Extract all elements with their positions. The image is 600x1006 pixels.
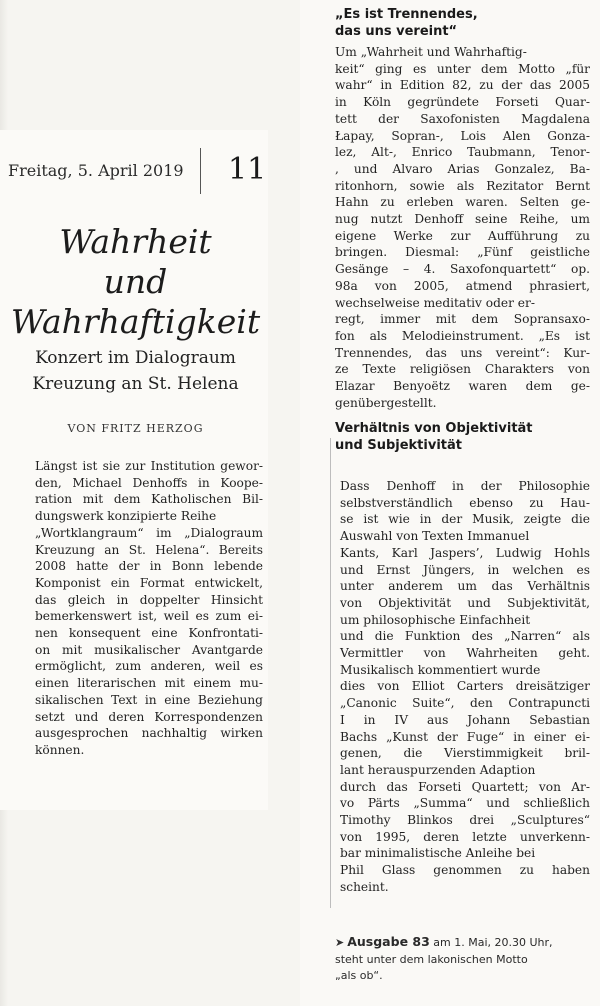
issue-date: Freitag, 5. April 2019 [8,161,184,180]
section-heading-line: das uns vereint“ [335,24,458,39]
lede-line: den, Michael Denhoffs in Koope- [35,475,264,490]
body-line: genübergestellt. [335,395,437,410]
body-line: regt, immer mit dem Sopransaxo- [335,312,590,327]
dateline [8,148,267,196]
body-line: lez, Alt-, Enrico Taubmann, Tenor- [335,145,590,160]
body-line: Kants, Karl Jaspers’, Ludwig Hohls [340,545,591,560]
headline-line: Wahrhaftigkeit [10,302,261,341]
body-line: bringen. Diesmal: „Fünf geistliche [335,245,590,260]
body-line: Trennendes, das uns vereint“: Kur- [335,345,590,360]
body-line: Um „Wahrheit und Wahrhaftig- [335,45,527,59]
lede-line: 2008 hatte der in Bonn lebende [35,559,263,574]
lede-line: ration mit dem Katholischen Bil- [35,492,264,507]
lede-line: einen literarischen mit einem mu- [35,676,263,691]
body-line: von Objektivität und Subjektivität, [340,595,590,610]
body-line: Auswahl von Texten Immanuel [340,529,530,544]
lede-line: Komponist ein Format entwickelt, [35,575,263,590]
body-line: bar minimalistische Anleihe bei [340,846,536,861]
body-line: Bachs „Kunst der Fuge“ in einer ei- [340,729,591,744]
body-line: Vermittler von Wahrheiten geht. [340,646,590,661]
subhead-line: Kreuzung an St. Helena [32,374,239,394]
body-line: Timothy Blinkos drei „Sculptures“ [340,813,590,828]
body-line: genen, die Vierstimmigkeit bril- [340,746,590,761]
body-line: und Ernst Jüngers, in welchen es [340,562,590,577]
body-line: , und Alvaro Arias Gonzalez, Ba- [335,161,591,176]
body-line: ze Texte religiösen Charakters von [335,362,590,377]
section-2-body [340,478,590,896]
body-line: um philosophische Einfachheit [340,612,531,627]
body-line: unter anderem um das Verhältnis [340,579,591,594]
headline-line: Wahrheit [59,222,212,261]
body-line: wahr“ in Edition 82, zu der das 2005 [335,78,590,93]
subhead-line: Konzert im Dialograum [35,348,236,368]
headline-line: und [103,262,168,301]
lede-line: können. [35,742,85,757]
arrow-right-icon: ➤ [335,936,345,949]
section-heading-line: „Es ist Trennendes, [335,7,478,22]
notice-line-1 [335,934,590,952]
section-1-body [335,44,590,411]
body-line: fon als Melodieinstrument. „Es ist [335,328,591,343]
lede-line: dungswerk konzipierte Reihe [35,509,217,524]
body-line: nug nutzt Denhoff seine Reihe, um [335,212,590,227]
lede-line: sikalischen Text in eine Beziehung [35,692,263,707]
body-line: vo Pärts „Summa“ und schließlich [340,796,590,811]
lede-line: nen konsequent eine Konfrontati- [35,626,264,641]
body-line: durch das Forseti Quartett; von Ar- [340,779,590,794]
article-headline [8,222,263,342]
lede-line: setzt und deren Korrespondenzen [35,709,263,724]
body-line: Dass Denhoff in der Philosophie [340,479,591,493]
lede-line: „Wortklangraum“ im „Dialograum [35,525,263,540]
body-line: se ist wie in der Musik, zeigte die [340,512,590,527]
body-line: Musikalisch kommentiert wurde [340,662,541,677]
notice-line-2: steht unter dem lakonischen Motto [335,952,528,966]
column-rule [330,438,331,908]
lede-line: Längst ist sie zur Institution gewor- [35,459,264,473]
lede-paragraph [35,458,263,759]
body-line: selbstverständlich ebenso zu Hau- [340,495,590,510]
lede-line: Kreuzung an St. Helena“. Bereits [35,542,263,557]
body-line: keit“ ging es unter dem Motto „für [335,61,591,76]
notice-date: am 1. Mai, 20.30 Uhr, [429,936,553,949]
lede-line: on mit musikalischer Avantgarde [35,642,264,657]
body-line: 98a von 2005, atmend phrasiert, [335,278,591,293]
lede-line: bemerkenswert ist, weil es zum ei- [35,609,263,624]
section-heading-1 [335,6,478,40]
body-line: in Köln gegründete Forseti Quar- [335,95,590,110]
body-line: Elazar Benyoëtz waren dem ge- [335,379,590,394]
section-heading-line: und Subjektivität [335,438,462,453]
notice-line-3: „als ob“. [335,969,383,982]
section-heading-2 [335,420,533,454]
body-line: Phil Glass genommen zu haben [340,863,590,878]
body-line: Hahn zu erleben waren. Selten ge- [335,195,591,210]
body-line: dies von Elliot Carters dreisätziger [340,679,591,694]
body-line: ritonhorn, sowie als Rezitator Bernt [335,178,590,193]
body-line: Łapay, Sopran-, Lois Alen Gonza- [335,128,590,143]
section-heading-line: Verhältnis von Objektivität [335,421,533,436]
body-line: eigene Werke zur Aufführung zu [335,228,590,243]
body-line: und die Funktion des „Narren“ als [340,629,590,644]
next-edition-notice [335,934,590,985]
lede-line: das gleich in doppelter Hinsicht [35,592,263,607]
body-line: lant herauspurzenden Adaption [340,762,536,777]
page-number: 11 [228,152,267,187]
lede-line: ausgesprochen nachhaltig wirken [35,726,263,741]
body-line: „Canonic Suite“, den Contrapuncti [340,696,591,711]
body-line: wechselweise meditativ oder er- [335,295,535,310]
dateline-divider [200,148,201,194]
byline: VON FRITZ HERZOG [67,422,204,435]
lede-line: ermöglicht, zum anderen, weil es [35,659,263,674]
body-line: Gesänge – 4. Saxofonquartett“ op. [335,262,591,277]
edition-label: Ausgabe 83 [347,934,430,949]
body-line: von 1995, deren letzte unverkenn- [340,829,591,844]
body-line: I in IV aus Johann Sebastian [340,712,590,727]
article-subhead [8,345,263,397]
body-line: tett der Saxofonisten Magdalena [335,111,591,126]
body-line: scheint. [340,879,389,894]
